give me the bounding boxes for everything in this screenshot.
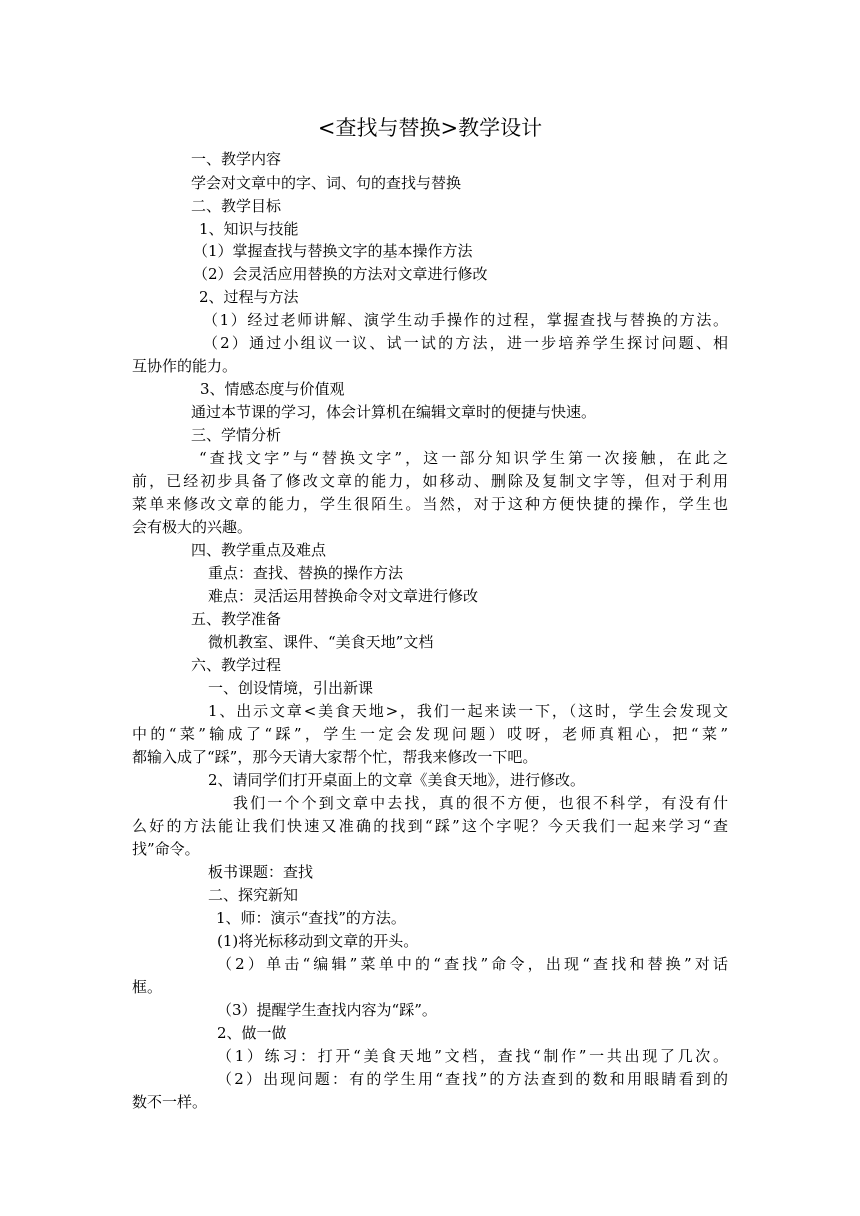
paragraph-line: 会有极大的兴趣。 — [132, 518, 253, 536]
list-item: （2）通过小组议一议、试一试的方法，进一步培养学生探讨问题、相 — [203, 334, 728, 352]
paragraph-line: 框。 — [132, 978, 163, 996]
section-heading: 六、教学过程 — [191, 656, 282, 674]
paragraph-line: 重点：查找、替换的操作方法 — [208, 564, 404, 582]
subsection-heading: 2、过程与方法 — [199, 288, 299, 306]
subsection-heading: 二、探究新知 — [208, 886, 299, 904]
paragraph-line: 学会对文章中的字、词、句的查找与替换 — [191, 174, 462, 192]
paragraph-line: 都输入成了“踩”，那今天请大家帮个忙，帮我来修改一下吧。 — [132, 748, 538, 766]
document-title: <查找与替换>教学设计 — [317, 116, 543, 140]
subsection-heading: 一、创设情境，引出新课 — [208, 679, 374, 697]
paragraph-line: 我们一个个到文章中去找，真的很不方便，也很不科学，有没有什 — [233, 794, 728, 812]
list-item: （2）会灵活应用替换的方法对文章进行修改 — [193, 265, 488, 283]
list-item: (1)将光标移动到文章的开头。 — [217, 932, 419, 950]
paragraph-line: 2、请同学们打开桌面上的文章《美食天地》，进行修改。 — [208, 771, 586, 789]
paragraph-line: 微机教室、课件、“美食天地”文档 — [208, 633, 434, 651]
paragraph-line: 前，已经初步具备了修改文章的能力，如移动、删除及复制文字等，但对于利用 — [132, 472, 728, 490]
paragraph-line: 数不一样。 — [132, 1093, 208, 1111]
paragraph-line: 找”命令。 — [132, 840, 200, 858]
list-item: （1）经过老师讲解、演学生动手操作的过程，掌握查找与替换的方法。 — [203, 311, 728, 329]
section-heading: 三、学情分析 — [191, 426, 282, 444]
paragraph-line: 1、出示文章<美食天地>，我们一起来读一下，（这时，学生会发现文 — [208, 702, 728, 720]
list-item: （1）掌握查找与替换文字的基本操作方法 — [193, 242, 473, 260]
paragraph-line: 通过本节课的学习，体会计算机在编辑文章时的便捷与快速。 — [191, 403, 597, 421]
paragraph-line: “查找文字”与“替换文字”，这一部分知识学生第一次接触，在此之 — [199, 449, 728, 467]
paragraph-line: 菜单来修改文章的能力，学生很陌生。当然，对于这种方便快捷的操作，学生也 — [132, 495, 728, 513]
paragraph-line: 1、师：演示“查找”的方法。 — [216, 909, 406, 927]
section-heading: 五、教学准备 — [191, 610, 282, 628]
subsection-heading: 2、做一做 — [217, 1024, 287, 1042]
section-heading: 四、教学重点及难点 — [191, 541, 327, 559]
paragraph-line: 难点：灵活运用替换命令对文章进行修改 — [208, 587, 479, 605]
subsection-heading: 1、知识与技能 — [199, 220, 299, 238]
paragraph-line: 互协作的能力。 — [132, 357, 238, 375]
list-item: （1）练习：打开“美食天地”文档，查找“制作”一共出现了几次。 — [217, 1047, 728, 1065]
paragraph-line: 么好的方法能让我们快速又准确的找到“踩”这个字呢？今天我们一起来学习“查 — [132, 817, 728, 835]
list-item: （2）出现问题：有的学生用“查找”的方法查到的数和用眼睛看到的 — [217, 1070, 728, 1088]
paragraph-line: 中的“菜”输成了“踩”，学生一定会发现问题）哎呀，老师真粗心，把“菜” — [132, 725, 728, 743]
list-item: （3）提醒学生查找内容为“踩”。 — [217, 1001, 437, 1019]
section-heading: 二、教学目标 — [191, 197, 282, 215]
paragraph-line: 板书课题：查找 — [208, 863, 314, 881]
subsection-heading: 3、情感态度与价值观 — [200, 380, 345, 398]
section-heading: 一、教学内容 — [191, 150, 282, 168]
list-item: （2）单击“编辑”菜单中的“查找”命令，出现“查找和替换”对话 — [217, 955, 728, 973]
